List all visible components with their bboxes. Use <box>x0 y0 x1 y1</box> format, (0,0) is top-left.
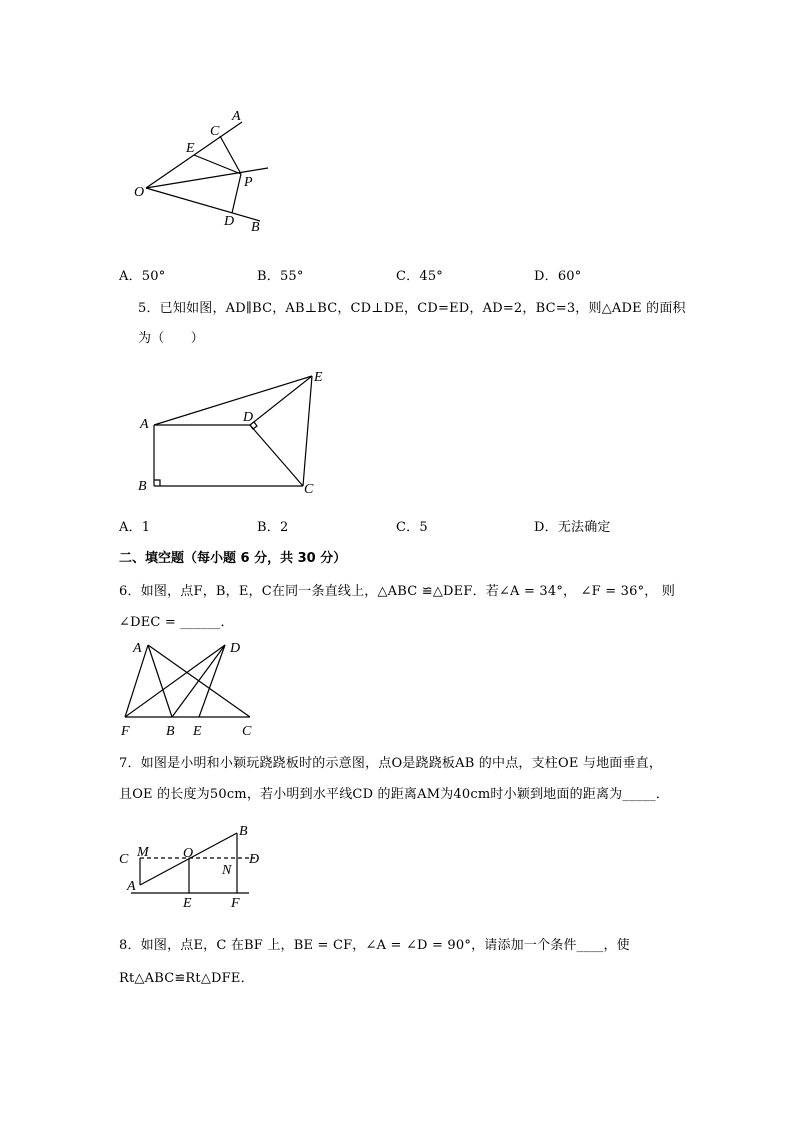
section-title: 二、填空题（每小题 6 分，共 30 分） <box>119 551 347 566</box>
label-A: A <box>232 109 241 124</box>
label-A: A <box>140 417 149 432</box>
label-C: C <box>119 852 129 867</box>
q8-text-line2: Rt△ABC≌Rt△DFE． <box>119 971 254 986</box>
label-B: B <box>166 724 175 739</box>
q5-option-a: A．1 <box>119 520 151 535</box>
q5-text-line2: 为（ ） <box>138 331 205 346</box>
figure-q6 <box>115 635 265 740</box>
label-A: A <box>127 879 136 894</box>
q4-option-b: B．55° <box>257 269 304 284</box>
label-B: B <box>239 824 248 839</box>
label-E: E <box>183 896 192 911</box>
q7-text-line1: 7．如图是小明和小颖玩跷跷板时的示意图，点O是跷跷板AB 的中点，支柱OE 与地面垂直， <box>119 756 663 771</box>
label-M: M <box>137 845 149 860</box>
label-O: O <box>134 185 145 200</box>
label-C: C <box>210 124 220 139</box>
label-E: E <box>193 724 202 739</box>
label-D: D <box>243 410 254 425</box>
q4-option-a: A．50° <box>119 269 166 284</box>
q5-option-c: C．5 <box>396 520 428 535</box>
label-D: D <box>224 214 235 229</box>
q4-option-d: D．60° <box>534 269 582 284</box>
q6-text-line2: ∠DEC = ______． <box>119 615 234 630</box>
label-O: O <box>183 846 194 861</box>
label-F: F <box>121 724 130 739</box>
label-A: A <box>133 641 142 656</box>
figure-q5 <box>130 365 340 500</box>
label-B: B <box>138 479 147 494</box>
label-E: E <box>186 141 195 156</box>
q8-text-line1: 8．如图，点E，C 在BF 上，BE = CF，∠A = ∠D = 90°，请添加一个条件____，使 <box>119 938 630 953</box>
label-C: C <box>242 724 252 739</box>
label-P: P <box>244 175 253 190</box>
q4-option-c: C．45° <box>396 269 443 284</box>
q6-text-line1: 6．如图，点F，B，E，C在同一条直线上，△ABC ≌△DEF．若∠A = 34°， ∠F = 36°， 则 <box>119 584 676 599</box>
figure-q7 <box>115 820 275 915</box>
label-B: B <box>251 220 260 235</box>
q5-option-d: D．无法确定 <box>534 520 611 535</box>
q5-text-line1: 5．已知如图，AD∥BC，AB⊥BC，CD⊥DE，CD=ED，AD=2，BC=3，则△ADE 的面积 <box>138 301 686 316</box>
label-D: D <box>230 641 241 656</box>
q7-text-line2: 且OE 的长度为50cm，若小明到水平线CD 的距离AM为40cm时小颖到地面的距离为_____． <box>119 787 670 802</box>
label-E: E <box>314 370 323 385</box>
label-N: N <box>222 863 232 878</box>
label-C: C <box>304 482 314 497</box>
label-F: F <box>231 896 240 911</box>
figure-q4 <box>120 100 290 240</box>
q5-option-b: B．2 <box>257 520 289 535</box>
label-D: D <box>249 852 260 867</box>
